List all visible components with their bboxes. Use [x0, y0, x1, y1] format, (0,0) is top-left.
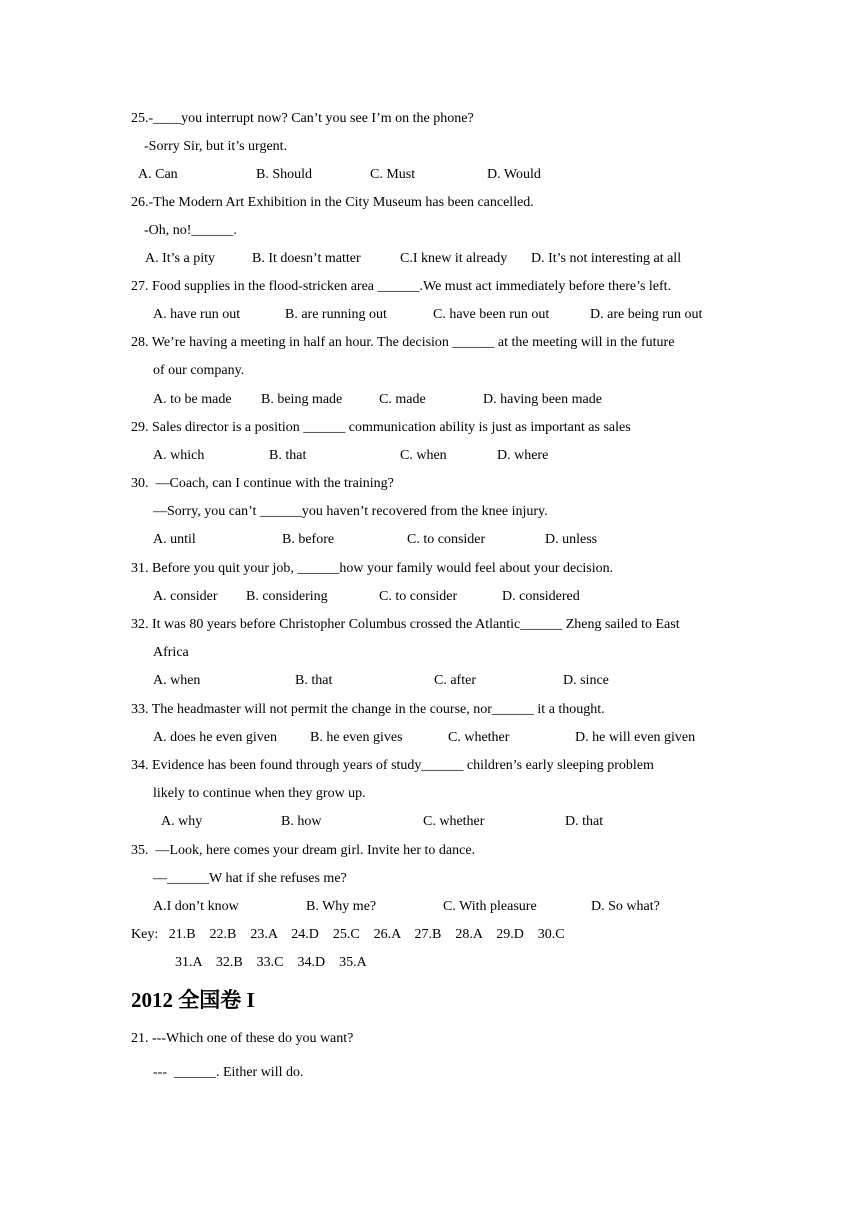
- option-d: D. Would: [487, 167, 541, 182]
- option-d: D. are being run out: [590, 307, 703, 322]
- option-b: B. he even gives: [310, 730, 403, 745]
- option-b: B. Why me?: [306, 899, 377, 914]
- question-25-reply: -Sorry Sir, but it’s urgent.: [144, 139, 288, 154]
- question-28-options: [0, 391, 860, 409]
- option-c: C. With pleasure: [443, 899, 537, 914]
- question-32-stem-cont: Africa: [153, 645, 189, 660]
- question-34-stem: 34. Evidence has been found through years of study______ children’s early sleeping problem: [131, 758, 654, 773]
- question-30-stem: 30. —Coach, can I continue with the training?: [131, 476, 394, 491]
- question-25-options: [0, 166, 860, 184]
- question-28-stem: 28. We’re having a meeting in half an hour. The decision ______ at the meeting will in the future: [131, 335, 675, 350]
- question-32-stem: 32. It was 80 years before Christopher Columbus crossed the Atlantic______ Zheng sailed to East: [131, 617, 680, 632]
- option-b: B. that: [269, 448, 307, 463]
- question-26-stem: 26.-The Modern Art Exhibition in the City Museum has been cancelled.: [131, 195, 534, 210]
- option-a: A. to be made: [153, 392, 232, 407]
- question-27-options: [0, 306, 860, 324]
- option-c: C. to consider: [379, 589, 458, 604]
- question-26-reply: -Oh, no!______.: [144, 223, 237, 238]
- option-a: A. have run out: [153, 307, 241, 322]
- question-33-stem: 33. The headmaster will not permit the change in the course, nor______ it a thought.: [131, 702, 605, 717]
- option-c: C.I knew it already: [400, 251, 508, 266]
- question-26-options: [0, 250, 860, 268]
- option-b: B. are running out: [285, 307, 387, 322]
- option-d: D. where: [497, 448, 549, 463]
- question-29-options: [0, 447, 860, 465]
- option-c: C. to consider: [407, 532, 486, 547]
- option-b: B. considering: [246, 589, 328, 604]
- option-a: A. which: [153, 448, 205, 463]
- question-28-stem-cont: of our company.: [153, 363, 245, 378]
- question-31-stem: 31. Before you quit your job, ______how your family would feel about your decision.: [131, 561, 614, 576]
- option-a: A. It’s a pity: [145, 251, 215, 266]
- option-a: A. when: [153, 673, 201, 688]
- option-b: B. It doesn’t matter: [252, 251, 361, 266]
- question-29-stem: 29. Sales director is a position ______ communication ability is just as important as sales: [131, 420, 631, 435]
- question-34-stem-cont: likely to continue when they grow up.: [153, 786, 366, 801]
- option-d: D. having been made: [483, 392, 602, 407]
- option-c: C. whether: [448, 730, 510, 745]
- option-d: D. considered: [502, 589, 580, 604]
- question-31-options: [0, 588, 860, 606]
- option-a: A. Can: [138, 167, 178, 182]
- option-b: B. before: [282, 532, 335, 547]
- question-35-options: [0, 898, 860, 916]
- option-c: C. whether: [423, 814, 485, 829]
- option-b: B. how: [281, 814, 322, 829]
- answer-key-line-1: Key: 21.B 22.B 23.A 24.D 25.C 26.A 27.B 28.A 29.D 30.C: [131, 927, 565, 942]
- option-c: C. made: [379, 392, 426, 407]
- option-b: B. being made: [261, 392, 343, 407]
- question-25-stem: 25.-____you interrupt now? Can’t you see I’m on the phone?: [131, 111, 474, 126]
- option-d: D. It’s not interesting at all: [531, 251, 682, 266]
- question-21-reply: --- ______. Either will do.: [153, 1065, 304, 1080]
- question-33-options: [0, 729, 860, 747]
- section-heading: 2012 全国卷 I: [131, 988, 255, 1012]
- option-a: A. does he even given: [153, 730, 278, 745]
- option-d: D. that: [565, 814, 604, 829]
- option-a: A. until: [153, 532, 196, 547]
- question-27-stem: 27. Food supplies in the flood-stricken area ______.We must act immediately before there’s left.: [131, 279, 672, 294]
- option-d: D. So what?: [591, 899, 660, 914]
- option-b: B. that: [295, 673, 333, 688]
- option-d: D. since: [563, 673, 609, 688]
- answer-key-line-2: 31.A 32.B 33.C 34.D 35.A: [175, 955, 367, 970]
- question-34-options: [0, 813, 860, 831]
- option-c: C. Must: [370, 167, 416, 182]
- option-b: B. Should: [256, 167, 313, 182]
- question-32-options: [0, 672, 860, 690]
- question-30-reply: —Sorry, you can’t ______you haven’t recovered from the knee injury.: [153, 504, 548, 519]
- question-30-options: [0, 531, 860, 549]
- question-35-stem: 35. —Look, here comes your dream girl. Invite her to dance.: [131, 843, 476, 858]
- option-d: D. he will even given: [575, 730, 696, 745]
- option-a: A.I don’t know: [153, 899, 239, 914]
- question-35-reply: —______W hat if she refuses me?: [153, 871, 347, 886]
- option-a: A. why: [161, 814, 203, 829]
- option-c: C. after: [434, 673, 476, 688]
- option-c: C. have been run out: [433, 307, 550, 322]
- option-c: C. when: [400, 448, 447, 463]
- option-a: A. consider: [153, 589, 218, 604]
- question-21-stem: 21. ---Which one of these do you want?: [131, 1031, 354, 1046]
- option-d: D. unless: [545, 532, 598, 547]
